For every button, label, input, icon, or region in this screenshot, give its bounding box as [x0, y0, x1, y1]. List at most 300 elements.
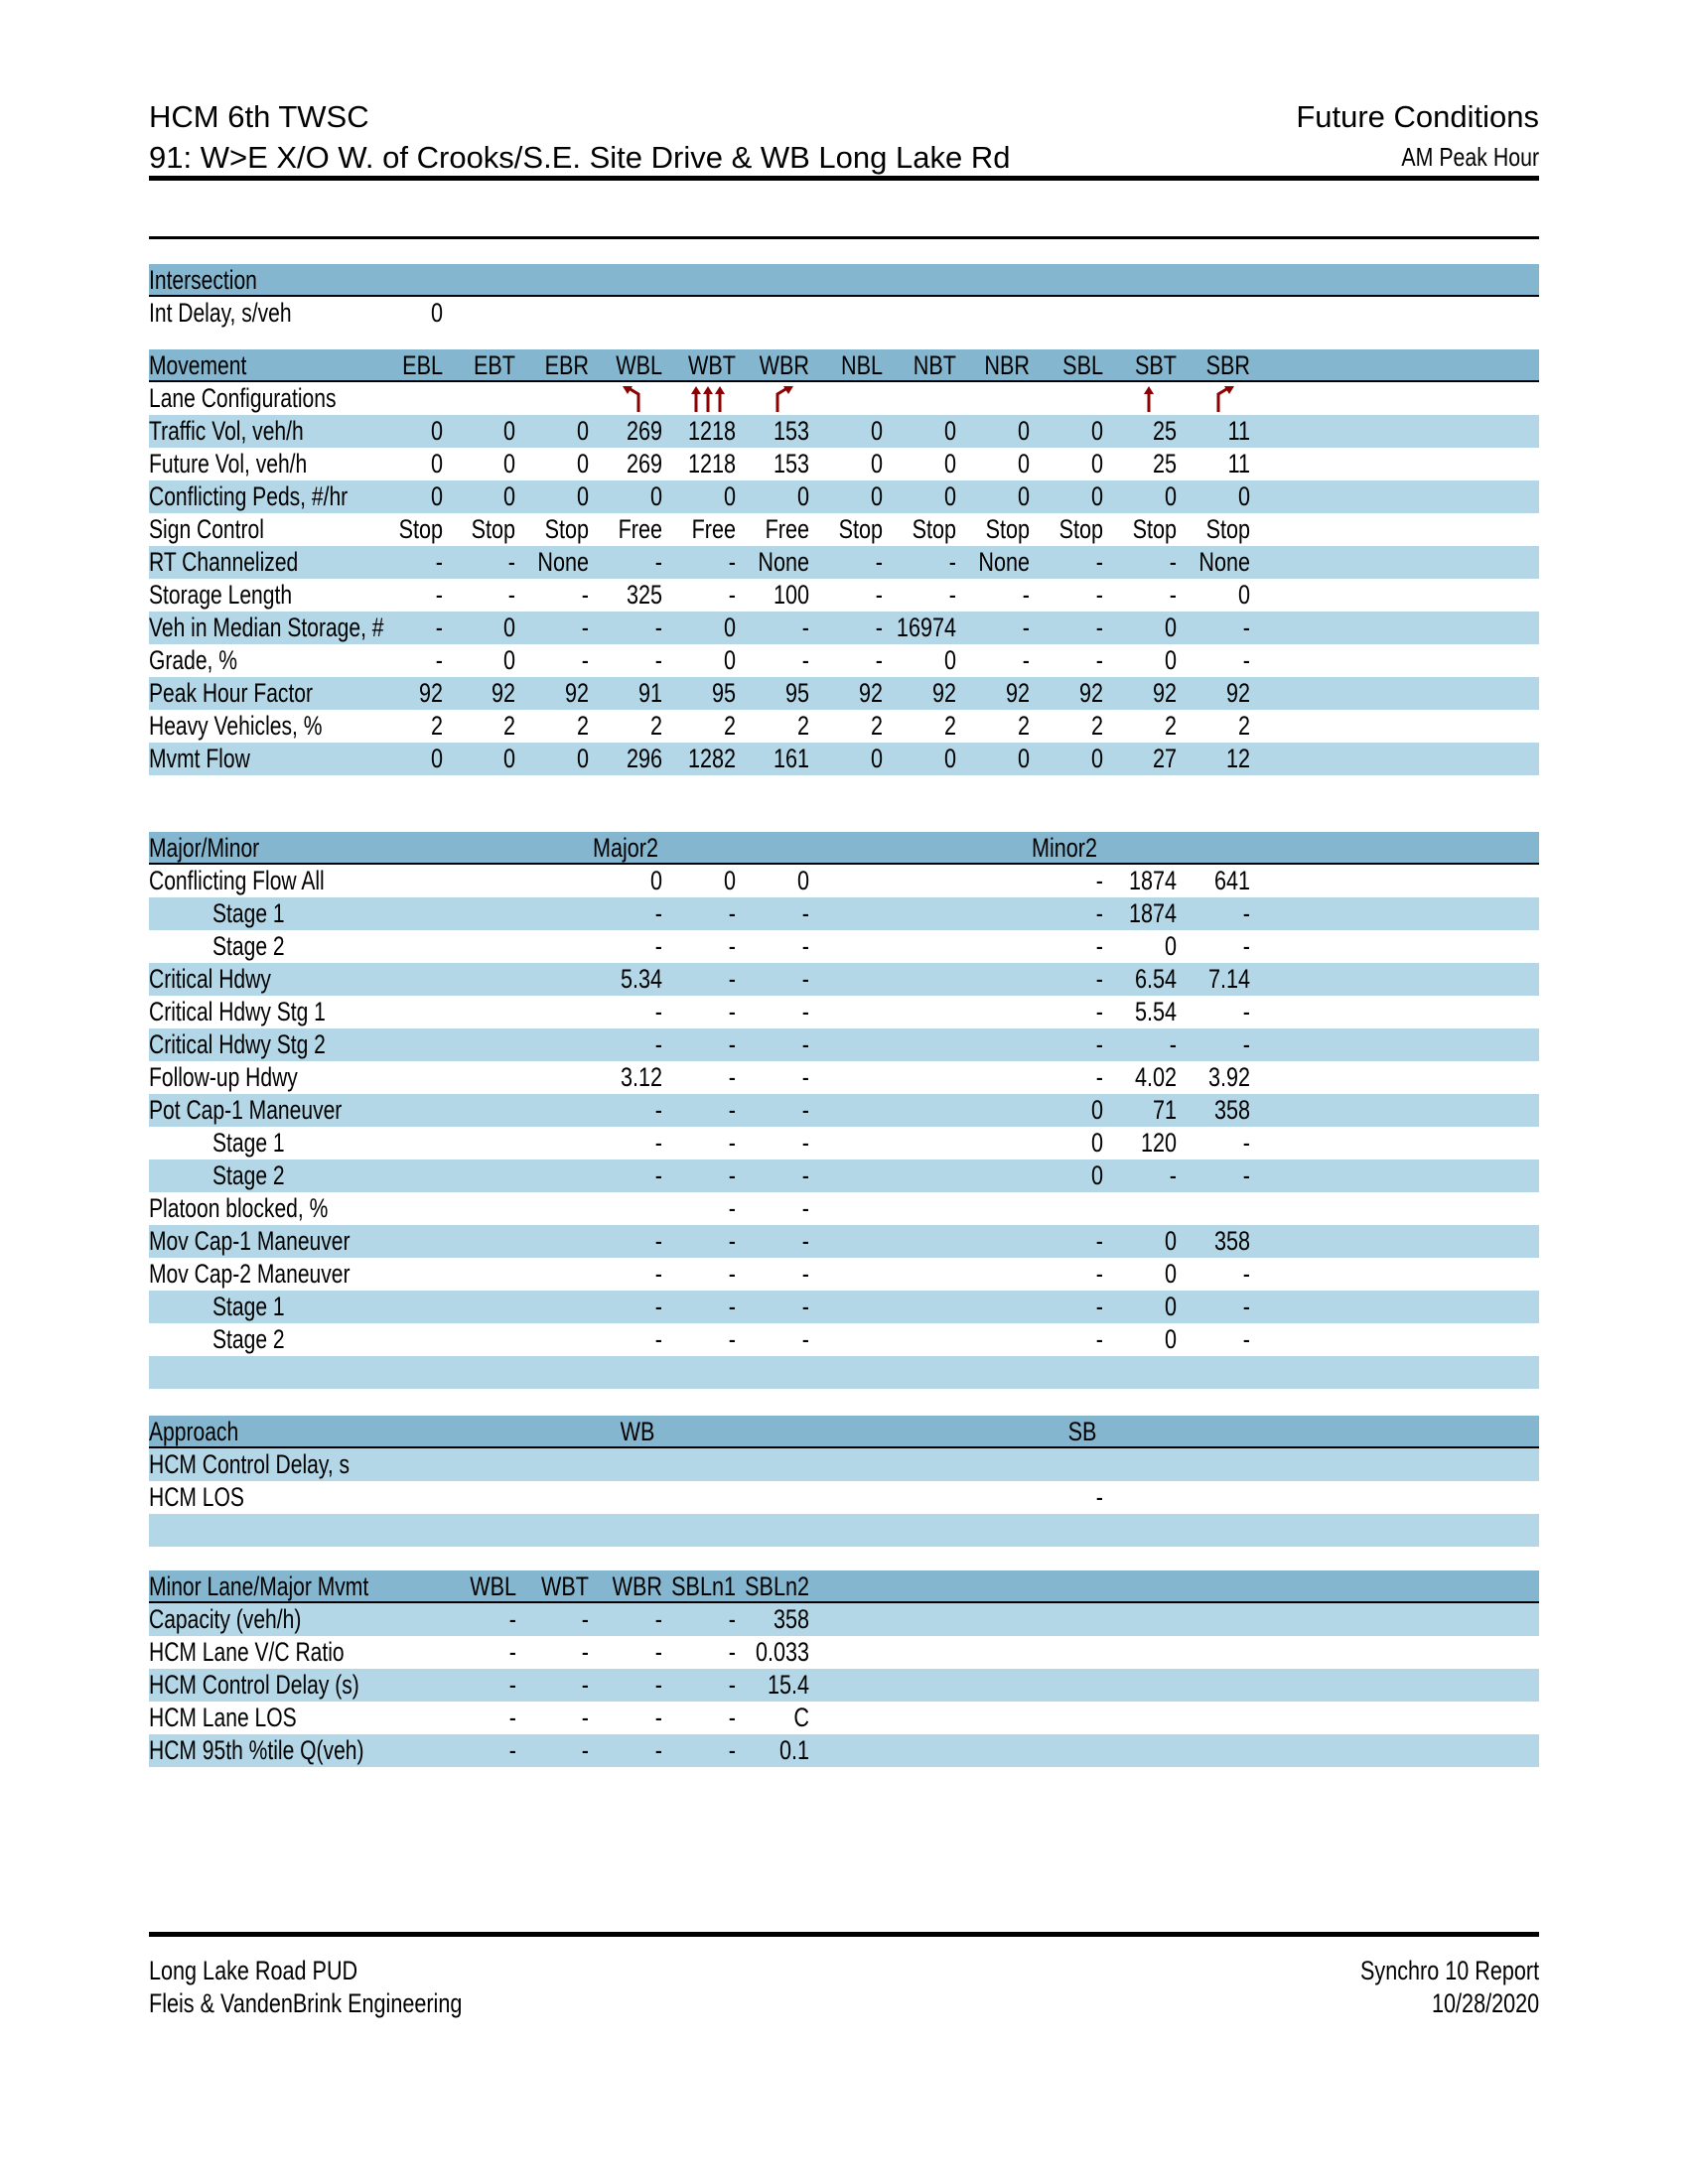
row-label: Stage 2	[212, 931, 285, 961]
table-cell: -	[1095, 613, 1103, 642]
table-cell: -	[875, 580, 883, 610]
table-cell: C	[793, 1703, 809, 1732]
table-cell: -	[581, 645, 589, 675]
table-cell: -	[728, 1292, 736, 1321]
table-cell: -	[728, 1062, 736, 1092]
column-header: EBT	[473, 350, 515, 380]
column-header: NBR	[984, 350, 1030, 380]
table-cell: -	[875, 547, 883, 577]
intersection-header	[149, 264, 1539, 297]
header-rule	[149, 176, 1539, 181]
table-cell: 2	[1164, 711, 1177, 741]
row-label: Pot Cap-1 Maneuver	[149, 1095, 343, 1125]
footer-firm: Fleis & VandenBrink Engineering	[149, 1988, 463, 2018]
table-row	[149, 677, 1539, 710]
table-cell: 92	[418, 678, 443, 708]
period-label: AM Peak Hour	[1401, 142, 1539, 172]
table-cell: 0	[1164, 1324, 1177, 1354]
table-cell: -	[728, 1259, 736, 1289]
footer-software: Synchro 10 Report	[1359, 1956, 1539, 1985]
table-cell: 27	[1152, 744, 1177, 773]
table-cell: 0	[576, 744, 589, 773]
table-cell: 0	[1164, 931, 1177, 961]
column-header: WBL	[470, 1571, 516, 1601]
table-cell: 358	[1213, 1095, 1250, 1125]
table-cell: 0	[1164, 645, 1177, 675]
column-header: EBR	[544, 350, 589, 380]
table-cell: -	[654, 1128, 662, 1158]
table-cell: 120	[1140, 1128, 1177, 1158]
table-row	[149, 897, 1539, 930]
table-cell: 0	[943, 744, 956, 773]
table-cell: 296	[626, 744, 662, 773]
table-row	[149, 579, 1539, 612]
table-cell: 92	[1078, 678, 1103, 708]
table-cell: -	[508, 1670, 516, 1700]
table-cell: 0	[1090, 481, 1103, 511]
table-cell: Free	[765, 514, 809, 544]
table-cell: 0	[1164, 613, 1177, 642]
table-cell: -	[801, 1095, 809, 1125]
table-cell: -	[728, 931, 736, 961]
table-cell: -	[654, 645, 662, 675]
approach-wb-label: WB	[620, 1417, 655, 1446]
major-minor-header	[149, 832, 1539, 865]
table-cell: -	[801, 931, 809, 961]
table-cell: -	[654, 1604, 662, 1634]
table-cell: -	[1095, 1482, 1103, 1512]
scenario-label: Future Conditions	[1296, 99, 1539, 134]
column-header: SBLn1	[671, 1571, 736, 1601]
table-cell: -	[1095, 931, 1103, 961]
table-cell: 0	[1017, 416, 1030, 446]
row-label: HCM Lane V/C Ratio	[149, 1637, 345, 1667]
table-cell: 0	[1090, 416, 1103, 446]
table-cell: -	[435, 547, 443, 577]
table-cell: 358	[773, 1604, 809, 1634]
row-label: Heavy Vehicles, %	[149, 711, 323, 741]
table-cell: 269	[626, 416, 662, 446]
table-cell: 15.4	[767, 1670, 809, 1700]
table-cell: -	[1022, 645, 1030, 675]
column-header: EBL	[402, 350, 443, 380]
row-label: Major/Minor	[149, 833, 260, 863]
table-row	[149, 1291, 1539, 1323]
table-cell: 1874	[1128, 866, 1177, 895]
table-cell: -	[1169, 1029, 1177, 1059]
row-label: Minor Lane/Major Mvmt	[149, 1571, 369, 1601]
table-cell: -	[581, 580, 589, 610]
table-row	[149, 1669, 1539, 1702]
table-cell: -	[435, 580, 443, 610]
table-cell: -	[1095, 997, 1103, 1026]
table-cell: 0	[502, 449, 515, 478]
table-cell: -	[1095, 866, 1103, 895]
row-label: Intersection	[149, 265, 257, 295]
table-cell: 92	[491, 678, 515, 708]
table-cell: -	[581, 613, 589, 642]
table-cell: -	[507, 580, 515, 610]
table-row	[149, 1481, 1539, 1514]
table-cell: Stop	[1132, 514, 1177, 544]
footer-date: 10/28/2020	[1431, 1988, 1539, 2018]
table-row	[149, 1603, 1539, 1636]
table-cell: 92	[858, 678, 883, 708]
table-row	[149, 1258, 1539, 1291]
table-row	[149, 1127, 1539, 1160]
row-label: Capacity (veh/h)	[149, 1604, 302, 1634]
table-cell: 325	[626, 580, 662, 610]
table-cell: -	[1169, 547, 1177, 577]
table-cell: 11	[1227, 449, 1250, 478]
table-cell: -	[728, 1637, 736, 1667]
table-cell: 71	[1152, 1095, 1177, 1125]
table-cell: -	[801, 997, 809, 1026]
table-cell: -	[1095, 1292, 1103, 1321]
table-cell: 0	[870, 744, 883, 773]
table-cell: 0	[502, 481, 515, 511]
row-label: Storage Length	[149, 580, 293, 610]
row-label: Peak Hour Factor	[149, 678, 314, 708]
table-cell: 7.14	[1207, 964, 1250, 994]
table-cell: -	[654, 1259, 662, 1289]
row-label: Stage 2	[212, 1160, 285, 1190]
table-cell: 25	[1152, 449, 1177, 478]
table-cell: Stop	[398, 514, 443, 544]
table-cell: 3.12	[620, 1062, 662, 1092]
table-cell: -	[801, 1226, 809, 1256]
column-header: WBT	[541, 1571, 589, 1601]
table-cell: -	[801, 898, 809, 928]
table-cell: -	[728, 997, 736, 1026]
movement-header	[149, 349, 1539, 382]
table-cell	[1032, 1192, 1103, 1225]
int-delay-value: 0	[430, 298, 443, 328]
table-row	[149, 1028, 1539, 1061]
table-cell: 0	[1164, 1259, 1177, 1289]
table-cell: 2	[1090, 711, 1103, 741]
table-cell: -	[1095, 964, 1103, 994]
table-cell: -	[654, 1735, 662, 1765]
table-cell: -	[801, 1062, 809, 1092]
column-header: SBR	[1205, 350, 1250, 380]
table-cell: Free	[691, 514, 736, 544]
table-cell: Stop	[471, 514, 515, 544]
table-cell: 0	[430, 481, 443, 511]
table-cell: 153	[773, 416, 809, 446]
table-cell: -	[654, 1160, 662, 1190]
table-row	[149, 963, 1539, 996]
table-cell: 16974	[896, 613, 956, 642]
table-cell: -	[728, 1735, 736, 1765]
table-cell: -	[728, 964, 736, 994]
table-cell: -	[508, 1735, 516, 1765]
table-cell: -	[1242, 1259, 1250, 1289]
table-row	[149, 1061, 1539, 1094]
minor-label: Minor2	[1031, 833, 1098, 863]
table-cell: -	[1095, 898, 1103, 928]
table-cell: 2	[943, 711, 956, 741]
column-header: WBR	[612, 1571, 662, 1601]
table-cell: -	[801, 645, 809, 675]
row-label: Lane Configurations	[149, 383, 337, 413]
table-cell: -	[508, 1703, 516, 1732]
row-label: Critical Hdwy Stg 2	[149, 1029, 326, 1059]
row-label: Future Vol, veh/h	[149, 449, 308, 478]
row-label: Stage 1	[212, 1292, 285, 1321]
table-cell: -	[728, 580, 736, 610]
row-label: Stage 1	[212, 898, 285, 928]
table-cell: 91	[637, 678, 662, 708]
table-cell: -	[435, 613, 443, 642]
row-label: Sign Control	[149, 514, 264, 544]
table-row	[149, 644, 1539, 677]
minor-lane-header	[149, 1570, 1539, 1603]
table-cell: 0	[1017, 481, 1030, 511]
report-title: HCM 6th TWSC	[149, 99, 369, 134]
table-row	[149, 1192, 1539, 1225]
table-cell: 2	[576, 711, 589, 741]
table-cell: -	[728, 1226, 736, 1256]
table-row	[149, 415, 1539, 448]
table-cell: 358	[1213, 1226, 1250, 1256]
table-row	[149, 1734, 1539, 1767]
table-cell: Stop	[838, 514, 883, 544]
table-cell: 0	[1090, 449, 1103, 478]
table-cell: -	[654, 547, 662, 577]
row-label: Critical Hdwy	[149, 964, 271, 994]
table-cell: 2	[502, 711, 515, 741]
table-cell: 0	[870, 416, 883, 446]
table-cell: 2	[1017, 711, 1030, 741]
approach-sb-label: SB	[1067, 1417, 1097, 1446]
table-cell: 0	[1164, 1226, 1177, 1256]
table-cell	[1179, 1192, 1250, 1225]
table-cell: 0	[576, 481, 589, 511]
row-label: Mvmt Flow	[149, 744, 250, 773]
column-header: SBT	[1134, 350, 1177, 380]
table-cell: 0	[1090, 1095, 1103, 1125]
table-cell: 1218	[687, 416, 736, 446]
table-cell: 0	[1017, 744, 1030, 773]
column-header: NBL	[840, 350, 883, 380]
table-cell: 1218	[687, 449, 736, 478]
table-cell: 1282	[687, 744, 736, 773]
table-cell: -	[1095, 580, 1103, 610]
table-cell: -	[654, 1637, 662, 1667]
table-row	[149, 612, 1539, 644]
table-cell: 2	[870, 711, 883, 741]
table-row	[149, 930, 1539, 963]
table-cell: -	[581, 1670, 589, 1700]
intersection-name: 91: W>E X/O W. of Crooks/S.E. Site Drive & WB Long Lake Rd	[149, 140, 1011, 175]
row-label: Traffic Vol, veh/h	[149, 416, 304, 446]
table-cell: 1874	[1128, 898, 1177, 928]
table-cell: 92	[1225, 678, 1250, 708]
table-cell: -	[875, 645, 883, 675]
table-cell: -	[728, 1128, 736, 1158]
table-cell: 92	[564, 678, 589, 708]
table-cell	[1105, 1192, 1177, 1225]
table-row	[149, 743, 1539, 775]
footer-rule	[149, 1932, 1539, 1937]
table-cell: -	[507, 547, 515, 577]
table-cell: 0	[1237, 481, 1250, 511]
table-cell: 0.1	[778, 1735, 809, 1765]
table-row	[149, 865, 1539, 897]
table-cell: 0	[502, 613, 515, 642]
row-label: Conflicting Flow All	[149, 866, 325, 895]
table-cell: 0	[870, 481, 883, 511]
table-cell: -	[1022, 613, 1030, 642]
table-cell: 0	[1164, 481, 1177, 511]
table-cell: None	[537, 547, 589, 577]
table-cell: 0	[1237, 580, 1250, 610]
table-row	[149, 710, 1539, 743]
table-cell: 0	[1090, 744, 1103, 773]
table-cell: -	[1242, 613, 1250, 642]
table-cell: 0	[943, 645, 956, 675]
table-row	[149, 480, 1539, 513]
table-cell: -	[875, 613, 883, 642]
table-cell: -	[654, 613, 662, 642]
table-cell: -	[581, 1637, 589, 1667]
table-cell: -	[654, 931, 662, 961]
row-label: Critical Hdwy Stg 1	[149, 997, 326, 1026]
table-cell: -	[1095, 645, 1103, 675]
table-cell: 95	[784, 678, 809, 708]
table-cell: 0	[649, 866, 662, 895]
row-label: Grade, %	[149, 645, 237, 675]
table-cell: None	[1198, 547, 1250, 577]
table-cell: 0	[796, 866, 809, 895]
table-cell: -	[1169, 1160, 1177, 1190]
table-cell: -	[801, 1160, 809, 1190]
table-cell: 0	[430, 744, 443, 773]
table-cell: 2	[649, 711, 662, 741]
table-cell: -	[654, 898, 662, 928]
table-cell: 5.54	[1134, 997, 1177, 1026]
row-label: HCM Control Delay, s	[149, 1449, 351, 1479]
table-cell: -	[508, 1637, 516, 1667]
row-label: HCM 95th %tile Q(veh)	[149, 1735, 364, 1765]
table-cell: 153	[773, 449, 809, 478]
row-label: RT Channelized	[149, 547, 299, 577]
table-cell: 0	[576, 449, 589, 478]
table-row	[149, 1323, 1539, 1356]
approach-header	[149, 1416, 1539, 1448]
table-cell: 0	[723, 481, 736, 511]
table-cell: -	[801, 1259, 809, 1289]
table-row	[149, 996, 1539, 1028]
row-label: Int Delay, s/veh	[149, 298, 292, 328]
table-row	[149, 1702, 1539, 1734]
table-cell: 0	[1090, 1128, 1103, 1158]
table-cell: -	[1242, 898, 1250, 928]
table-cell: 0	[502, 645, 515, 675]
table-cell: 0	[723, 613, 736, 642]
table-cell: Stop	[544, 514, 589, 544]
row-label: Stage 1	[212, 1128, 285, 1158]
table-cell: -	[801, 1029, 809, 1059]
table-cell: -	[948, 547, 956, 577]
column-header: WBR	[759, 350, 809, 380]
table-cell: -	[728, 547, 736, 577]
table-cell: -	[654, 1670, 662, 1700]
header-divider	[149, 236, 1539, 239]
table-cell: -	[801, 964, 809, 994]
table-cell: -	[654, 1292, 662, 1321]
row-label: Stage 2	[212, 1324, 285, 1354]
table-cell: -	[1242, 645, 1250, 675]
table-cell: 0	[943, 449, 956, 478]
table-cell: 0.033	[755, 1637, 809, 1667]
row-label: Follow-up Hdwy	[149, 1062, 298, 1092]
table-row	[149, 1448, 1539, 1481]
column-header: SBL	[1062, 350, 1103, 380]
table-cell: 0	[430, 449, 443, 478]
table-cell: -	[1022, 580, 1030, 610]
table-cell: -	[1095, 1226, 1103, 1256]
table-cell: 0	[870, 449, 883, 478]
table-cell: -	[1242, 997, 1250, 1026]
table-cell: -	[654, 1324, 662, 1354]
table-row	[149, 513, 1539, 546]
row-label: Veh in Median Storage, #	[149, 613, 384, 642]
lane-config-row	[149, 382, 1539, 415]
table-cell: 4.02	[1134, 1062, 1177, 1092]
table-cell: 0	[1164, 1292, 1177, 1321]
int-delay-row	[149, 297, 1539, 330]
spacer-row	[149, 1514, 1539, 1547]
table-cell: -	[1095, 1324, 1103, 1354]
table-cell: -	[728, 1604, 736, 1634]
table-cell: 0	[943, 416, 956, 446]
table-cell: 3.92	[1207, 1062, 1250, 1092]
table-cell: -	[1095, 547, 1103, 577]
table-row	[149, 1225, 1539, 1258]
table-cell: -	[1242, 1128, 1250, 1158]
table-cell: -	[508, 1604, 516, 1634]
table-cell: 0	[502, 416, 515, 446]
table-cell: None	[978, 547, 1030, 577]
row-label: Conflicting Peds, #/hr	[149, 481, 349, 511]
table-cell: 92	[931, 678, 956, 708]
table-cell: 2	[796, 711, 809, 741]
table-cell: 11	[1227, 416, 1250, 446]
row-label: Mov Cap-1 Maneuver	[149, 1226, 351, 1256]
table-cell: Stop	[1205, 514, 1250, 544]
table-cell: -	[654, 1029, 662, 1059]
column-header: WBT	[688, 350, 736, 380]
table-cell: 0	[649, 481, 662, 511]
table-cell: 0	[723, 866, 736, 895]
table-cell: -	[1095, 1259, 1103, 1289]
table-cell: -	[654, 1095, 662, 1125]
table-cell: Stop	[1058, 514, 1103, 544]
table-cell: -	[581, 1703, 589, 1732]
row-label: Approach	[149, 1417, 239, 1446]
table-cell: -	[801, 1128, 809, 1158]
table-cell: -	[728, 898, 736, 928]
row-label: Platoon blocked, %	[149, 1193, 329, 1223]
table-cell: 2	[430, 711, 443, 741]
table-cell: 5.34	[620, 964, 662, 994]
table-cell: -	[801, 1324, 809, 1354]
footer-project: Long Lake Road PUD	[149, 1956, 358, 1985]
table-cell: 92	[1152, 678, 1177, 708]
table-cell: Stop	[912, 514, 956, 544]
